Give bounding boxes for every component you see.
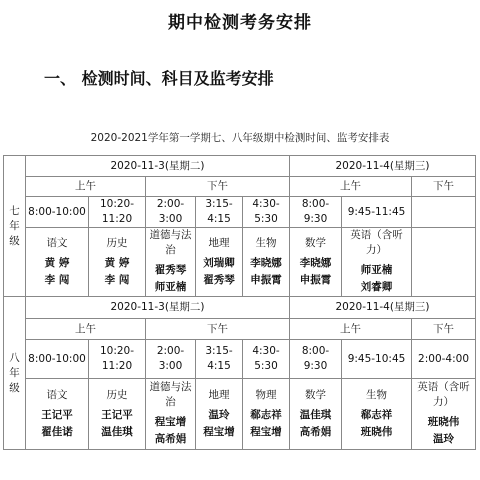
proctor-name: 温玲 (208, 408, 230, 421)
morning-day2: 上午 (290, 177, 412, 197)
proctor-name: 刘睿卿 (360, 281, 393, 293)
ampm-row (4, 319, 476, 340)
proctor-name: 高希娟 (299, 425, 332, 438)
proctor-name: 程宝增 (250, 425, 282, 438)
exam-cell (342, 379, 412, 450)
time-slot: 3:15-4:15 (196, 340, 243, 379)
proctor-name: 温佳琪 (299, 408, 332, 421)
exam-cell (196, 228, 243, 297)
date-row (4, 297, 476, 319)
afternoon-day1: 下午 (146, 319, 290, 340)
subject-name: 语文 (46, 388, 68, 401)
grade-label-char: 年 (9, 219, 20, 232)
time-slot: 4:30-5:30 (243, 197, 290, 228)
exam-cell (412, 379, 476, 450)
time-row (4, 197, 476, 228)
grade-label-char: 八 (9, 351, 20, 364)
proctor-name: 师亚楠 (360, 264, 393, 276)
grade-label-char: 级 (9, 234, 20, 247)
proctor-name: 高希娟 (154, 433, 187, 445)
afternoon-day2: 下午 (412, 319, 476, 340)
subject-name: 道德与法治 (149, 229, 192, 256)
section-heading: 一、 检测时间、科目及监考安排 (44, 69, 274, 88)
afternoon-day2: 下午 (412, 177, 476, 197)
proctor-name: 翟秀琴 (203, 273, 235, 286)
afternoon-day1: 下午 (146, 177, 290, 197)
proctor-name: 温玲 (433, 433, 455, 445)
exam-cell (243, 228, 290, 297)
grade-label-char: 级 (9, 381, 20, 394)
proctor-name: 李晓娜 (299, 256, 332, 269)
exam-cell (89, 379, 146, 450)
exam-row (4, 228, 476, 297)
time-slot: 9:45-11:45 (342, 197, 412, 228)
subject-name: 道德与法治 (149, 381, 192, 408)
grade8-section (4, 297, 476, 450)
date-row (4, 156, 476, 177)
proctor-name: 李 闯 (44, 273, 70, 286)
proctor-name: 李 闯 (104, 273, 130, 286)
subject-name: 数学 (305, 236, 327, 249)
subject-name: 地理 (208, 388, 230, 401)
subject-name: 语文 (46, 236, 68, 249)
proctor-name: 翟佳诺 (41, 425, 73, 438)
exam-cell (26, 228, 89, 297)
grade7-section (4, 156, 476, 297)
table-caption: 2020-2021学年第一学期七、八年级期中检测时间、监考安排表 (90, 132, 390, 144)
exam-schedule-table (3, 155, 476, 450)
date-day2: 2020-11-4(星期三) (290, 156, 476, 177)
time-slot: 8:00-10:00 (26, 197, 89, 228)
subject-name: 历史 (106, 236, 128, 249)
morning-day2: 上午 (290, 319, 412, 340)
document-title: 期中检测考务安排 (168, 13, 312, 33)
proctor-name: 班晓伟 (427, 416, 460, 428)
proctor-name: 郗志祥 (360, 408, 393, 421)
grade-label (4, 297, 26, 450)
time-slot: 10:20-11:20 (89, 340, 146, 379)
proctor-name: 黄 婷 (104, 256, 130, 269)
proctor-name: 王记平 (101, 408, 133, 421)
grade-label (4, 156, 26, 297)
proctor-name: 郗志祥 (250, 408, 282, 421)
spacer (413, 260, 474, 264)
ampm-row (4, 177, 476, 197)
proctor-name: 申振霄 (250, 273, 282, 286)
time-slot: 10:20-11:20 (89, 197, 146, 228)
exam-cell (146, 228, 196, 297)
exam-cell (89, 228, 146, 297)
proctor-name: 师亚楠 (154, 281, 187, 293)
proctor-name: 黄 婷 (44, 256, 70, 269)
morning-day1: 上午 (26, 319, 146, 340)
subject-name: 物理 (255, 388, 277, 401)
exam-cell (243, 379, 290, 450)
time-slot: 2:00-4:00 (412, 340, 476, 379)
time-row (4, 340, 476, 379)
time-slot: 3:15-4:15 (196, 197, 243, 228)
date-day2: 2020-11-4(星期三) (290, 297, 476, 319)
exam-cell (342, 228, 412, 297)
proctor-name: 班晓伟 (360, 425, 393, 438)
time-slot: 8:00-9:30 (290, 340, 342, 379)
subject-name: 生物 (366, 388, 388, 401)
proctor-name: 申振霄 (299, 273, 332, 286)
subject-name: 英语（含听力） (350, 229, 403, 256)
time-slot: 2:00-3:00 (146, 197, 196, 228)
proctor-name: 温佳琪 (101, 425, 133, 438)
subject-name: 生物 (255, 236, 277, 249)
exam-cell (290, 228, 342, 297)
exam-cell (412, 228, 476, 297)
time-slot: 9:45-10:45 (342, 340, 412, 379)
proctor-name: 王记平 (41, 408, 73, 421)
subject-name: 地理 (208, 236, 230, 249)
proctor-name: 程宝增 (154, 416, 187, 428)
proctor-name: 刘瑞卿 (203, 256, 235, 269)
date-day1: 2020-11-3(星期二) (26, 297, 290, 319)
exam-cell (196, 379, 243, 450)
proctor-name: 翟秀琴 (154, 264, 187, 276)
date-day1: 2020-11-3(星期二) (26, 156, 290, 177)
time-slot: 8:00-10:00 (26, 340, 89, 379)
time-slot (412, 197, 476, 228)
time-slot: 4:30-5:30 (243, 340, 290, 379)
exam-cell (290, 379, 342, 450)
time-slot: 2:00-3:00 (146, 340, 196, 379)
time-slot: 8:00-9:30 (290, 197, 342, 228)
grade-label-char: 年 (9, 366, 20, 379)
exam-cell (146, 379, 196, 450)
subject-name: 历史 (106, 388, 128, 401)
proctor-name: 李晓娜 (250, 256, 282, 269)
subject-name: 英语（含听力） (417, 381, 470, 408)
morning-day1: 上午 (26, 177, 146, 197)
exam-row (4, 379, 476, 450)
proctor-name: 程宝增 (203, 425, 235, 438)
grade-label-char: 七 (9, 204, 20, 217)
exam-cell (26, 379, 89, 450)
subject-name: 数学 (305, 388, 327, 401)
